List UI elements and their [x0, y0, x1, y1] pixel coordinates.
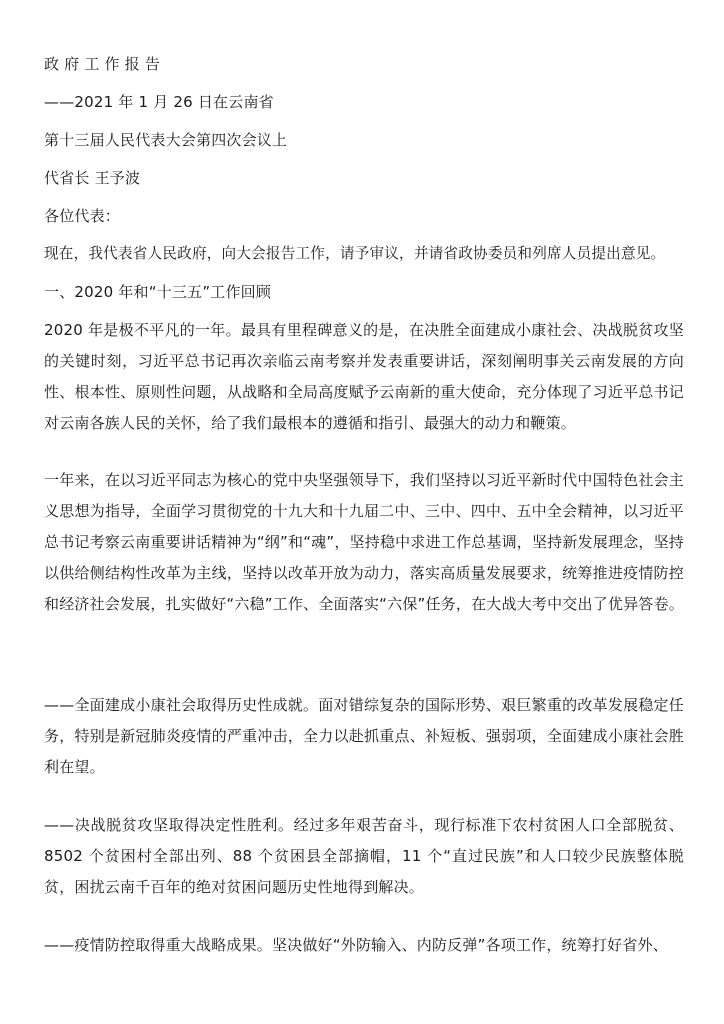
report-meeting-line: 第十三届人民代表大会第四次会议上: [44, 131, 288, 149]
section-heading: 一、2020 年和“十三五”工作回顾: [44, 283, 272, 301]
paragraph-epidemic-control: ——疫情防控取得重大战略成果。坚决做好“外防输入、内防反弹”各项工作，统筹打好省外、: [44, 936, 668, 954]
intro-paragraph: 现在，我代表省人民政府，向大会报告工作，请予审议，并请省政协委员和列席人员提出意见。: [44, 245, 666, 262]
paragraph-poverty-alleviation: ——决战脱贫攻坚取得决定性胜利。经过多年艰苦奋斗，现行标准下农村贫困人口全部脱贫、8502 个贫困村全部出列、88 个贫困县全部摘帽，11 个“直过民族”和人口较少民族整体脱贫，困扰云南千百年的绝对贫困问题历史性地得到解决。: [44, 816, 684, 896]
report-date-line: ——2021 年 1 月 26 日在云南省: [44, 93, 274, 111]
paragraph-moderately-prosperous: ——全面建成小康社会取得历史性成就。面对错综复杂的国际形势、艰巨繁重的改革发展稳定任务，特别是新冠肺炎疫情的严重冲击，全力以赴抓重点、补短板、强弱项，全面建成小康社会胜利在望。: [44, 696, 684, 776]
report-author: 代省长 王予波: [44, 169, 141, 187]
salutation: 各位代表：: [44, 207, 121, 225]
paragraph-2020-review: 2020 年是极不平凡的一年。最具有里程碑意义的是，在决胜全面建成小康社会、决战脱贫攻坚的关键时刻，习近平总书记再次亲临云南考察并发表重要讲话，深刻阐明事关云南发展的方向性、根本性、原则性问题，从战略和全局高度赋予云南新的重大使命，充分体现了习近平总书记对云南各族人民的关怀，给了我们最根本的遵循和指引、最强大的动力和鞭策。: [44, 321, 684, 432]
report-title: 政 府 工 作 报 告: [44, 55, 161, 73]
paragraph-year-overview: 一年来，在以习近平同志为核心的党中央坚强领导下，我们坚持以习近平新时代中国特色社会主义思想为指导，全面学习贯彻党的十九大和十九届二中、三中、四中、五中全会精神，以习近平总书记考察云南重要讲话精神为“纲”和“魂”，坚持稳中求进工作总基调，坚持新发展理念，坚持以供给侧结构性改革为主线，坚持以改革开放为动力，落实高质量发展要求，统筹推进疫情防控和经济社会发展，扎实做好“六稳”工作、全面落实“六保”任务，在大战大考中交出了优异答卷。: [44, 471, 684, 613]
